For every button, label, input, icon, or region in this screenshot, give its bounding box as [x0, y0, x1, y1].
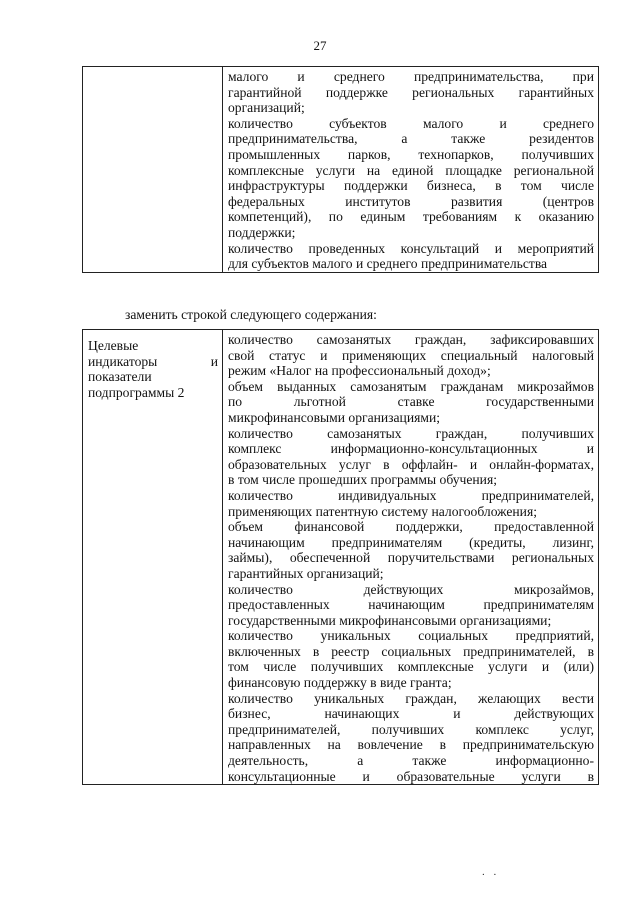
- text-line: количество самозанятых граждан, получивших: [228, 425, 594, 441]
- table1-left-cell: [83, 67, 223, 273]
- text-line: микрофинансовыми организациями;: [228, 409, 441, 425]
- text-line: применяющих патентную систему налогообложения;: [228, 503, 537, 519]
- text-line: гарантийных организаций;: [228, 565, 384, 581]
- text-line: предоставленных начинающим предпринимателям: [228, 597, 594, 613]
- text-line: Целевые: [88, 338, 139, 353]
- text-line: включенных в реестр социальных предпринимателей, в: [228, 643, 594, 659]
- table2-left-text: [83, 330, 222, 400]
- text-line: инфраструктуры поддержки бизнеса, в том числе: [228, 178, 594, 194]
- text-line: том числе получивших комплексные услуги и (или): [228, 659, 594, 675]
- text-line: финансовую поддержку в виде гранта;: [228, 675, 452, 691]
- text-line: малого и среднего предпринимательства, при: [228, 69, 594, 84]
- text-line: индикаторы и: [88, 353, 218, 369]
- text-line: количество уникальных граждан, желающих вести: [228, 690, 594, 706]
- text-line: свой статус и применяющих специальный налоговый: [228, 347, 594, 363]
- text-line: подпрограммы 2: [88, 384, 185, 400]
- table2-right-text: [223, 330, 598, 784]
- replacement-instruction: заменить строкой следующего содержания:: [125, 307, 377, 322]
- table1-right-text: [223, 67, 598, 272]
- text-line: предпринимателей, получивших комплекс услуг,: [228, 721, 594, 737]
- text-line: компетенций), по единым требованиям к оказанию: [228, 209, 594, 225]
- text-line: по льготной ставке государственными: [228, 394, 594, 410]
- table-continuation: [82, 66, 599, 273]
- text-line: объем финансовой поддержки, предоставленной: [228, 519, 594, 535]
- text-line: образовательных услуг в оффлайн- и онлайн-форматах,: [228, 456, 594, 472]
- table-replacement: [82, 329, 599, 785]
- text-line: в том числе прошедших программы обучения;: [228, 472, 497, 488]
- text-line: количество субъектов малого и среднего: [228, 115, 594, 131]
- table2-right-cell: [223, 330, 599, 785]
- text-line: количество действующих микрозаймов,: [228, 581, 594, 597]
- text-line: комплексные услуги на единой площадке региональной: [228, 162, 594, 178]
- text-line: деятельность, а также информационно-: [228, 753, 594, 769]
- text-line: режим «Налог на профессиональный доход»;: [228, 363, 491, 379]
- text-line: объем выданных самозанятым гражданам микрозаймов: [228, 378, 594, 394]
- text-line: промышленных парков, технопарков, получивших: [228, 146, 594, 162]
- text-line: поддержки;: [228, 224, 296, 240]
- text-line: количество самозанятых граждан, зафиксировавших: [228, 332, 594, 347]
- footer-mark: . .: [482, 866, 500, 878]
- text-line: займы), обеспеченной поручительствами региональных: [228, 550, 594, 566]
- text-line: количество проведенных консультаций и мероприятий: [228, 240, 594, 256]
- text-line: организаций;: [228, 100, 305, 116]
- text-line: направленных на вовлечение в предпринимательскую: [228, 737, 594, 753]
- text-line: гарантийной поддержке региональных гарантийных: [228, 84, 594, 100]
- text-line: для субъектов малого и среднего предпринимательства: [228, 256, 548, 272]
- text-line: государственными микрофинансовыми организациями;: [228, 612, 552, 628]
- text-line: комплекс информационно-консультационных и: [228, 441, 594, 457]
- text-line: начинающим предпринимателям (кредиты, лизинг,: [228, 534, 594, 550]
- text-line: федеральных институтов развития (центров: [228, 193, 594, 209]
- table2-left-cell: [83, 330, 223, 785]
- table1-right-cell: [223, 67, 599, 273]
- text-line: количество уникальных социальных предприятий,: [228, 628, 594, 644]
- page-number: 27: [313, 38, 327, 53]
- text-line: консультационные и образовательные услуги в: [228, 768, 594, 784]
- text-line: показатели: [88, 369, 152, 385]
- text-line: бизнес, начинающих и действующих: [228, 706, 594, 722]
- text-line: предпринимательства, а также резидентов: [228, 131, 594, 147]
- text-line: количество индивидуальных предпринимателей,: [228, 487, 594, 503]
